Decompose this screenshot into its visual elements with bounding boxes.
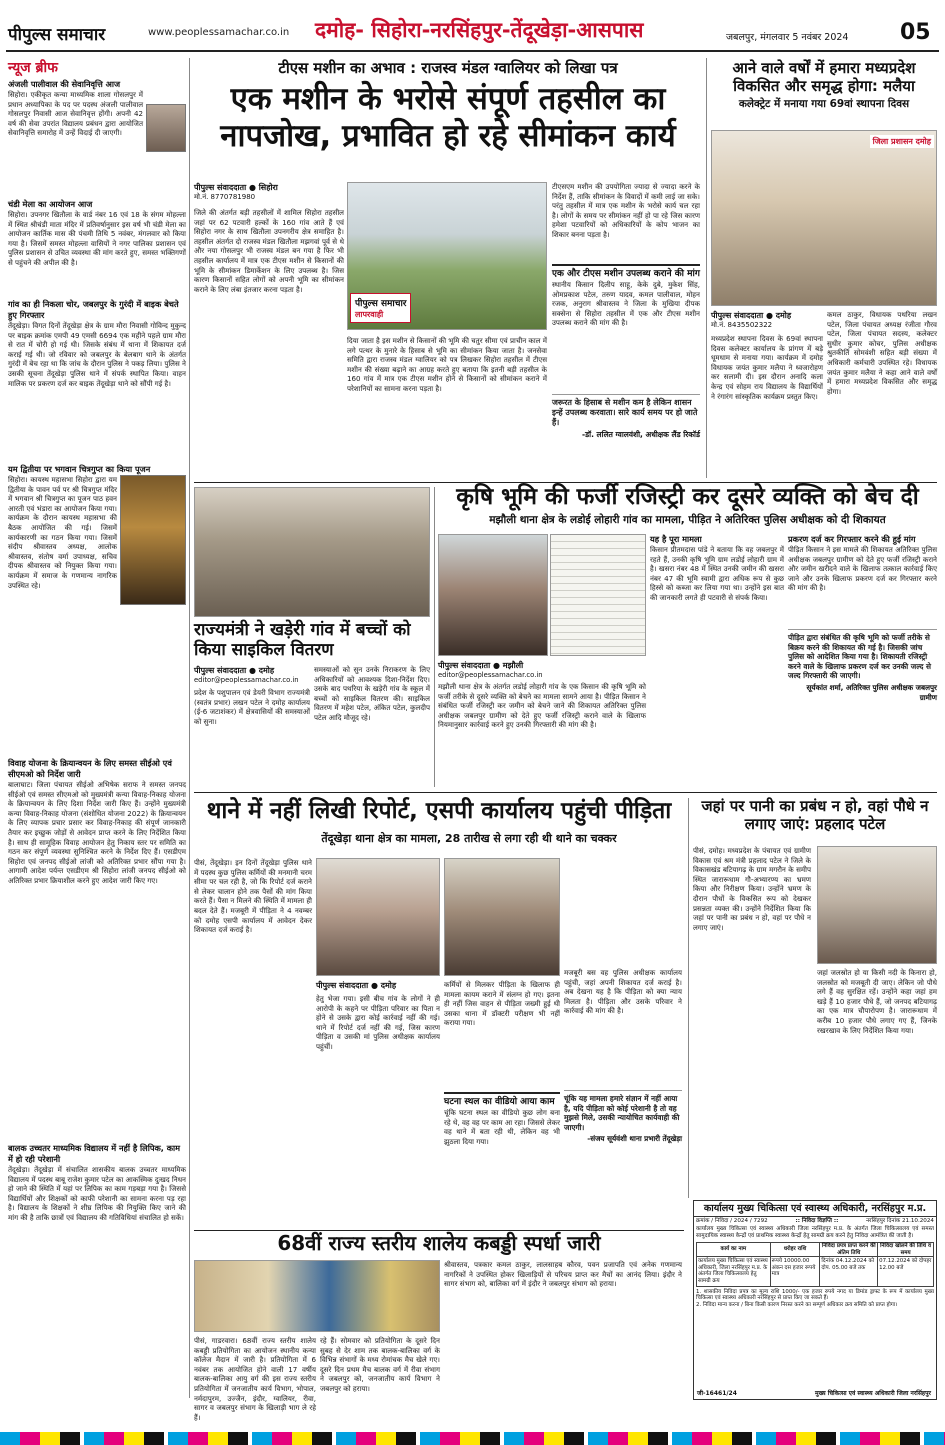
quote-text: पीड़ित द्वारा संबंधित की कृषि भूमि को फर्जी तरीके से बिक्रय करने की शिकायत की गई है। जिसकी जांच पुलिस को आदेशित किया गया है। शिकायती रजिस्ट्री करने वाले के खिलाफ प्रकरण दर्ज कर उनकी जल्द से जल्द गिरफ्तारी की जाएगी। [788, 633, 931, 681]
page-number: 05 [900, 20, 931, 45]
masthead [0, 0, 945, 52]
mobile-number: मो.नं. 8770781980 [194, 193, 256, 201]
section-rule [194, 792, 937, 793]
water-story [693, 798, 937, 1198]
victim-photo-2 [444, 858, 560, 976]
notice-code: जी-16461/24 [697, 1390, 737, 1397]
brief-title: गांव का ही निकला चोर, जबलपुर के गुरंदी में बाइक बेचते हुए गिरफ्तार [8, 299, 179, 320]
report-headline: थाने में नहीं लिखी रिपोर्ट, एसपी कार्यालय पहुंची पीड़िता [206, 798, 672, 824]
info-box-title: एक और टीएस मशीन उपलब्ध कराने की मांग [552, 269, 700, 279]
kabaddi-body-col3: श्रीवास्तव, पत्रकार कमल ठाकुर, लालसाहब कौरव, पवन प्रजापति एवं अनेक गणमान्य नागरिकों ने उपस्थित होकर खिलाड़ियों से परिचय प्राप्त कर मैचों का आनंद लिया। इंदौर ने सागर संभाग को, बालिका वर्ग में इंदौर ने जबलपुर संभाग को हराया। [444, 1260, 682, 1289]
lead-headline: एक मशीन के भरोसे संपूर्ण तहसील का नापजोख, प्रभावित हो रहे सीमांकन कार्य [220, 81, 676, 154]
quote-box [788, 629, 937, 703]
idol-photo [120, 475, 186, 605]
cycle-body-col2: समस्याओं को सुन उनके निराकरण के लिए अधिकारियों को आवश्यक दिशा-निर्देश दिए। उसके बाद पथरिया के खड़ेरी गांव के स्कूल में बच्चों को साइकिल वितरण की। साइकिल वितरण में महेश पटेल, अंकित पटेल, कुलदीप पटेल आदि मौजूद रहे। [314, 665, 430, 722]
water-body-col1: पीसं, दमोह। मध्यप्रदेश के पंचायत एवं ग्रामीण विकास एवं श्रम मंत्री प्रहलाद पटेल ने जिले के विकासखंड बटियागढ़ के ग्राम मगरौन के समीप स्थित जारारूधाम गौ-अभ्यारण्य का भ्रमण किया और निरीक्षण किया। उन्होंने भ्रमण के दौरान पौधों के विकसित रूप को देखकर प्रसन्नता व्यक्त की। उन्होंने निर्देशित किया कि जहां पर पानी का प्रबंध न हो, वहां पर पौधे न लगाए जाएं। [693, 846, 811, 932]
land-headline: कृषि भूमि की फर्जी रजिस्ट्री कर दूसरे व्यक्ति को बेच दी [456, 484, 919, 510]
brief-body: तेंदूखेड़ा। विगत दिनों तेंदूखेड़ा क्षेत्र के ग्राम मौरा निवासी गोविन्द मुकुन्द पर बाइक क्रमांक एमपी 49 एमसी 6694 एक महीने पहले ग्राम मौरा से रात में चोरी हो गई थी। जिसके संबंध में थाना में शिकायत दर्ज कराई गई थी। जो रविवार को जबलपुर के बेलबाग थाने के अंतर्गत गुरंदी में बेच रहा था कि जांच के दौरान पुलिस ने पकड़ लिया। पुलिस ने उसकी सूचना तेंदूखेड़ा पुलिस थाने में संपर्क स्थापित किया। वाहन मालिक पर प्रकरण दर्ज कर बाइक तेंदूखेड़ा थाने को सौंपी गई है। [8, 321, 186, 388]
info-box [444, 1092, 560, 1220]
news-brief-column [8, 58, 186, 1398]
banner-label: जिला प्रशासन दमोह [870, 135, 934, 148]
report-body-col3: कर्मियों से मिलकर पीड़िता के खिलाफ ही मामला कायम कराने में संलग्न हो गए। इतना ही नहीं जिस वाहन से पीड़िता जख्मी हुई थी उसका थाना में डॉक्टरी परीक्षण भी नहीं कराया गया। [444, 980, 560, 1028]
column-divider [434, 487, 435, 787]
column-divider [189, 58, 190, 1398]
photo-stamp-tag: लापरवाही [355, 310, 384, 319]
brief-body: बालाघाट। जिला पंचायत सीईओ अभिषेक सराफ ने समस्त जनपद सीईओ एवं समस्त सीएमओ को मुख्यमंत्री कन्या विवाह-निकाह योजना के क्रियान्वयन के लिए दिशा निर्देश जारी किए हैं। उन्होंने मुख्यमंत्री कन्या विवाह-निकाह योजना (संशोधित योजना 2022) के क्रियान्वयन के लिए व्यापक प्रचार प्रसार कर विवाह-निकाह की संपूर्ण जानकारी तैयार कर इच्छुक जोड़ों से आवेदन प्राप्त करने के लिए निर्देशित किया है। साथ ही सामूहिक विवाह आयोजन हेतु निकाय स्तर पर समिति का गठन कर संपूर्ण व्यवस्था सुनिश्चित करने के निर्देश दिए हैं। एसडीएम सिहोरा एवं जनपद सीईओ लांजी को अतिरिक्त प्रभार सौंपा गया है। आगामी आदेश पर्यन्त एसडीएम श्री सिहोरा लांजी जनपद सीईओ को अतिरिक्त प्रभार क्रियाशील करने हुए आदेश जारी किए गए। [8, 780, 186, 885]
info-box-title: घटना स्थल का वीडियो आया काम [444, 1097, 555, 1107]
water-body-col2: जहां जलस्रोत हो या किसी नदी के किनारा हो, जलस्रोत को मजबूती दी जाए। लेकिन जो पौधे लगे हैं वह सुरक्षित रहें। उन्होंने कहा जहां हम खड़े हैं 10 हजार पौधे हैं, जो जनपद बटियागढ़ का एक मात्र चौपारोपण है। जारारूधाम में करीब 10 हजार पौधे लगाए गए हैं, जिनके रखरखाव के लिए निर्देशित किया गया। [817, 968, 937, 1035]
report-body-col1: पीसं, तेंदूखेड़ा। इन दिनों तेंदूखेड़ा पुलिस थाने में पदस्थ कुछ पुलिस कर्मियों की मनमानी चरम सीमा पर चल रही है, जो कि रिपोर्ट दर्ज कराने से लेकर चालान होने तक पैसों की मांग किया करते हैं। पैसा न मिलने की स्थिति में मामला ही बदल देते हैं। मजबूरी में पीड़िता ने 4 नवम्बर को दमोह एसपी कार्यालय में आवेदन देकर शिकायत दर्ज कराई है। [194, 858, 312, 935]
cycle-story [194, 487, 430, 797]
lead-story [194, 58, 702, 480]
table-header-cell: निविदा प्रपत्र प्राप्त करने की अंतिम तिथि [820, 1243, 878, 1257]
table-cell: रूपये 10000.00 अंकन दस हजार रूपये मात्र [770, 1257, 820, 1286]
foundation-body-col1: मध्यप्रदेश स्थापना दिवस के 69वां स्थापना दिवस कलेक्टर कार्यालय के प्रांगण में बड़े धूमधाम से मनाया गया। कार्यक्रम में दमोह विधायक जयंत कुमार मलैया ने ध्वजारोहण कर सलामी दी। इस दौरान अनादि कला केन्द्र एवं सोहम राय विद्यालय के विद्यार्थियों ने रंगारंग सांस्कृतिक कार्यक्रम प्रस्तुत किए। [711, 334, 823, 401]
notice-title: :: निविदा विज्ञप्ति :: [795, 1218, 839, 1224]
notice-header: कार्यालय मुख्य चिकित्सा एवं स्वास्थ्य अधिकारी, नरसिंहपुर म.प्र. [694, 1201, 936, 1217]
notice-signatory: मुख्य चिकित्सा एवं स्वास्थ्य अधिकारी जिला नरसिंहपुर [815, 1389, 931, 1397]
ceremony-photo [711, 130, 937, 306]
photo-stamp [350, 293, 411, 323]
table-row [697, 1257, 934, 1286]
mobile-number: मो.नं. 8435502322 [711, 321, 773, 329]
brief-item [8, 199, 186, 296]
brief-title: चंडी मेला का आयोजन आज [8, 199, 93, 209]
photo-stamp-label: पीपुल्स समाचार [355, 299, 407, 309]
table-header-cell: कार्य का नाम [697, 1243, 771, 1257]
quote-text: चूंकि यह मामला हमारे संज्ञान में नहीं आया है, यदि पीड़िता को कोई परेशानी है तो वह मुझसे मिले, उसकी न्यायोचित कार्यवाही की जाएगी। [564, 1094, 680, 1132]
land-body-col1: मझौली थाना क्षेत्र के अंतर्गत लडोई लोहारी गांव के एक किसान की कृषि भूमि को फर्जी तरीके से दूसरे व्यक्ति को बेचने का मामला सामने आया है। पीड़ित किसान ने संबंधित फर्जी रजिस्ट्री कर जमीन को बेचने जाने की शिकायत अतिरिक्त पुलिस अधीक्षक जबलपुर ग्रामीण को देते हुए फर्जी रजिस्ट्री कराने वाले के खिलाफ नियमानुसार कार्रवाई करने हुए उनकी गिरफ्तारी की मांग की है। [438, 682, 646, 730]
lead-kicker: टीएस मशीन का अभाव : राजस्व मंडल ग्वालियर को लिखा पत्र [278, 59, 618, 77]
byline: पीपुल्स संवाददाता ● दमोह [194, 666, 275, 675]
cycle-headline: राज्यमंत्री ने खड़ेरी गांव में बच्चों को किया साइकिल वितरण [194, 620, 411, 661]
paper-logo: पीपुल्स समाचार [8, 25, 106, 45]
report-body-col2: हेतु भेजा गया। इसी बीच गांव के लोगों ने ही आरोपी के कहने पर पीड़िता परिवार का पिता न होने से उसके द्वारा कोई कार्रवाई नहीं की गई। थाने में रिपोर्ट दर्ज नहीं की गई, जिस कारण पीड़िता व उसकी मां पुलिस अधीक्षक कार्यालय पहुंचीं। [316, 994, 440, 1051]
brief-title: विवाह योजना के क्रियान्वयन के लिए समस्त सीईओ एवं सीएमओ को निर्देश जारी [8, 758, 172, 779]
quote-author: -डॉ. ललित ग्वालवंशी, अधीक्षक लैंड रिकॉर्ड [582, 430, 700, 439]
edition-title: दमोह- सिहोरा-नरसिंहपुर-तेंदूखेड़ा-आसपास [315, 18, 644, 42]
water-headline: जहां पर पानी का प्रबंध न हो, वहां पौधे न लगाए जाएं: प्रहलाद पटेल [701, 797, 929, 833]
column-divider [706, 58, 707, 478]
date-line: जबलपुर, मंगलवार 5 नवंबर 2024 [726, 32, 849, 43]
info-box-body: चूंकि घटना स्थल का वीडियो कुछ लोग बना रहे थे, वह वह पर काम आ रहा। जिससे लेकर वह थाने में बता रही थी, लेकिन वह भी झुठला दिया गया। [444, 1108, 560, 1146]
lead-body-col3: टीएसएम मशीन की उपयोगिता ज्यादा से ज्यादा करने के निर्देश हैं, ताकि सीमांकन के विवादों में कमी लाई जा सके। परंतु तहसील में मात्र एक मशीन के भरोसे कार्य चल रहा है। लोगों के समय पर सीमांकन नहीं हो पा रहे जिस कारण हमेशा पटवारियों को अधिकारियों के कोप भाजन का शिकार बनना पड़ता है। [552, 182, 700, 239]
report-subhead: तेंदूखेड़ा थाना क्षेत्र का मामला, 28 तारीख से लगा रही थी थाने का चक्कर [321, 832, 617, 846]
foundation-subhead: कलेक्ट्रेट में मनाया गया 69वां स्थापना दिवस [738, 98, 910, 111]
brief-item [8, 79, 186, 196]
notice-table [696, 1242, 934, 1287]
kabaddi-headline: 68वीं राज्य स्तरीय शालेय कबड्डी स्पर्धा जारी [277, 1231, 601, 1255]
table-header-cell: धरोहर राशि [770, 1243, 820, 1257]
masthead-rule [6, 50, 939, 52]
email-link[interactable]: editor@peoplessamachar.co.in [194, 676, 299, 684]
kabaddi-story [194, 1231, 684, 1422]
brief-body: सिहोरा। एकीकृत कन्या माध्यमिक शाला गोसलपुर में प्रधान अध्यापिका के पद पर पदस्थ अंजली पालीवाल गोसलपुर निवासी आज सेवानिवृत्त होंगी। अपनी 42 वर्ष की सेवा उपरांत विद्यालय प्रबंधन द्वारा आयोजित सेवानिवृत्ति समारोह में उन्हें विदाई दी जाएगी। [8, 90, 143, 138]
byline: पीपुल्स संवाददाता ● सिहोरा [194, 183, 278, 192]
foundation-day-story [711, 60, 937, 478]
brief-item [8, 299, 186, 461]
quote-box [552, 394, 700, 478]
notice-note: 1. शासकीय निविदा प्रपत्र का मूल्य राशि 1000/- एक हजार रुपये नगद या डिमांड ड्राफ्ट के रूप में कार्यालय मुख्य चिकित्सा एवं स्वास्थ्य अधिकारी नरसिंहपुर से प्राप्त किए जा सकते हैं। [696, 1288, 934, 1302]
brief-item [8, 758, 186, 1140]
info-box-body: स्थानीय किसान दिलीप साहू, केके दुबे, मुकेश सिंह, ओमप्रकाश पटेल, तरुण यादव, कमल पालीवाल, मोहन रजक, अनुराग श्रीवास्तव ने जिला के मुखिया दीपक सक्सेना से सिहोरा तहसील में एक और टीएस मशीन उपलब्ध कराने की मांग की है। [552, 280, 700, 328]
section-rule [194, 482, 937, 483]
report-body-col4: मजबूरी बस वह पुलिस अधीक्षक कार्यालय पहुंची, जहां अपनी शिकायत दर्ज कराई है। अब देखना यह है कि पीड़िता को क्या न्याय मिलता है। पीड़िता और उसके परिवार ने कार्रवाई की मांग की है। [564, 968, 682, 1016]
brief-item [8, 1143, 186, 1365]
notice-ref: क्रमांक / निविदा / 2024 / 7292 [696, 1218, 768, 1224]
land-body-col3: पीड़ित किसान ने इस मामले की शिकायत अतिरिक्त पुलिस अधीक्षक जबलपुर ग्रामीण को देते हुए फर्जी रजिस्ट्री कराने और जमीन खरीदने वाले के खिलाफ तत्काल कार्रवाई किए जाने और उनके खिलाफ प्रकरण दर्ज कर गिरफ्तार करने की मांग की है। [788, 545, 937, 593]
quote-author: सूर्यकांत शर्मा, अतिरिक्त पुलिस अधीक्षक जबलपुर ग्रामीण [806, 682, 937, 702]
table-cell: कार्यालय मुख्य चिकित्सा एवं स्वास्थ्य अधिकारी, जिला नरसिंहपुर म.प्र. के अंतर्गत जिला चिकित्सालय हेतु सामग्री क्रय [697, 1257, 771, 1286]
kabaddi-photo [194, 1260, 440, 1332]
notice-note: 2. निविदा मान्य करना / बिना किसी कारण निरस्त करने का सम्पूर्ण अधिकार क्रय समिति को प्राप्त होगा। [696, 1302, 898, 1309]
quote-author: -संजय सूर्यवंशी थाना प्रभारी तेंदूखेड़ा [587, 1134, 682, 1144]
byline: पीपुल्स संवाददाता ● मझौली [438, 661, 524, 670]
report-story [194, 798, 684, 1228]
notice-date: नरसिंहपुर दिनांक 21.10.2024 [866, 1218, 934, 1224]
tender-notice [693, 1200, 937, 1400]
table-cell: 07.12.2024 को दोपहर 12.00 बजे [878, 1257, 934, 1286]
land-story [438, 484, 937, 790]
quote-text: जरूरत के हिसाब से मशीन कम है लेकिन शासन इन्हें उपलब्ध करवाता। सारे कार्य समय पर हो जाते हैं। [552, 398, 698, 427]
cycle-body-col1: प्रदेश के पशुपालन एवं डेयरी विभाग राज्यमंत्री (स्वतंत्र प्रभार) लखन पटेल ने दमोह कार्यालय (ई-6 जटाशंकर) में क्षेत्रवासियों की समस्याओं को सुना। [194, 688, 310, 726]
notice-intro: कार्यालय मुख्य चिकित्सा एवं स्वास्थ्य अधिकारी जिला नरसिंहपुर म.प्र. के अंतर्गत जिला चिकित्सालय एवं समस्त सामुदायिक स्वास्थ्य केन्द्रों एवं प्राथमिक स्वास्थ्य केन्द्रों हेतु सामग्री क्रय करने हेतु निविदा आमंत्रित की जाती है। [696, 1226, 934, 1239]
land-subhead: मझौली थाना क्षेत्र के लडोई लोहारी गांव का मामला, पीड़ित ने अतिरिक्त पुलिस अधीक्षक को दी शिकायत [489, 514, 886, 527]
complainant-photo [438, 534, 548, 656]
website-link[interactable]: www.peoplessamachar.co.in [148, 27, 290, 38]
quote-box [564, 1090, 682, 1220]
info-box [552, 264, 700, 394]
brief-title: अंजली पालीवाल की सेवानिवृत्ति आज [8, 79, 121, 89]
table-header-cell: निविदा खोलने की तिथि व समय [878, 1243, 934, 1257]
table-header-row [697, 1243, 934, 1257]
lead-body-col2: दिया जाता है इस मशीन से किसानों की भूमि की चतुर सीमा एवं प्राचीन काल में लगे पत्थर के मुनारे के हिसाब से भूमि का सीमांकन किया जाता है। जनसेवा समिति द्वारा राजस्व मंडल ग्वालियर को पत्र लिखकर सिहोरा तहसील में टीएस मशीन की संख्या बढ़ाने का आग्रह करते हुए बताया कि इतनी बड़ी तहसील के 160 गांव में मात्र एक टीएस मशीन होने से किसानों को सीमांकन कराने में परेशानियों का सामना करना पड़ता है। [347, 336, 547, 393]
column-divider [688, 798, 689, 1198]
brief-header: न्यूज ब्रीफ [8, 60, 58, 76]
email-link[interactable]: editor@peoplessamachar.co.in [438, 671, 543, 679]
land-body-col2: किसान प्रीतमदास पांडे ने बताया कि वह जबलपुर में रहते हैं, उनकी कृषि भूमि ग्राम लडोई लोहारी ग्राम में है। खसरा नंबर 48 में स्थित उनकी जमीन की खसरा नंबर 47 की भूमि स्वामी द्वारा अधिक रूप से कुछ हिस्से को कब्जा कर लिया गया था। उन्होंने इस बात की जानकारी लगते ही पटवारी से संपर्क किया। [650, 545, 784, 602]
cycle-photo [194, 487, 430, 617]
victim-photo-1 [316, 858, 440, 976]
document-photo [550, 534, 646, 656]
brief-title: यम द्वितीया पर भगवान चित्रगुप्त का किया पूजन [8, 464, 151, 474]
brief-body: सिहोरा। कायस्थ महासभा सिहोरा द्वारा यम द्वितीया के पावन पर्व पर श्री चित्रगुप्त मंदिर में भगवान श्री चित्रगुप्त का पूजन पाठ हवन आरती एवं भंडारा का आयोजन किया गया। कार्यक्रम के दौरान कायस्थ महासभा की बैठक आयोजित की गई। जिसमें कार्यकारणी का गठन किया गया। जिसमें संदीप श्रीवास्तव अध्यक्ष, आलोक श्रीवास्तव, संतोष वर्मा उपाध्यक्ष, सचिव दीपक श्रीवास्तव को नियुक्त किया गया। कार्यक्रम में समाज के गणमान्य नागरिक उपस्थित रहे। [8, 475, 117, 590]
kabaddi-body-col1: पीसं, गाडरवारा। 68वीं राज्य स्तरीय शालेय कबड्डी प्रतियोगिता का आयोजन स्थानीय कन्या कॉलेज मैदान में जारी है। प्रतियोगिता में 6 नवंबर तक आयोजित होने वाली 17 वर्षीय बालक-बालिका आयु वर्ग की इस राज्य स्तरीय प्रतियोगिता में जनजातीय कार्य विभाग, भोपाल, नर्मदापुरम, उज्जैन, इंदौर, ग्वालियर, रीवा, सागर व जबलपुर संभाग के खिलाड़ी भाग ले रहे हैं। [194, 1336, 316, 1422]
brief-title: बालक उच्चतर माध्यमिक विद्यालय में नहीं है लिपिक, काम में हो रही परेशानी [8, 1143, 181, 1164]
brief-body: सिहोरा। उपनगर खितौला के वार्ड नंबर 16 एवं 18 के संगम मोहल्ला में स्थित श्रीचंडी माता मंदिर में प्रतिवर्षानुसार इस वर्ष भी चंडी मेला का आयोजन कार्तिक मास की पंचमी तिथि 5 नवंबर, मंगलवार को किया गया है। जिसमें समस्त मोहल्ला वासियों ने नगर पालिका प्रशासन एवं पुलिस प्रशासन से उचित व्यवस्था की मांग करते हुए, समस्त भक्तिगणों से पहुंचने की अपील की है। [8, 210, 186, 267]
lead-body-col1: जिले की अंतर्गत बड़ी तहसीलों में शामिल सिहोरा तहसील जहां पर 62 पटवारी हल्कों के 160 गांव आते हैं एवं सिहोरा नगर के साथ खितौला उपनगरीय क्षेत्र समाहित है। तहसील अंतर्गत दो राजस्व मंडल खितौला मझगवां पूर्व से थे और नया गोसलपुर भी राजस्व मंडल बन गया है फिर भी तहसील कार्यालय में मात्र एक टीएस मशीन से किसानों की भूमि के सीमांकन डिमार्केशन के लिए उपलब्ध है। जिस कारण किसानों सहित लोगों को अपनी भूमि का सीमांकन कराने के लिए लंबा इंतजार करना पड़ता है। [194, 208, 344, 294]
table-cell: दिनांक 04.12.2024 को दोप. 05.00 बजे तक [820, 1257, 878, 1286]
brief-item [8, 464, 186, 755]
land-section-title: प्रकरण दर्ज कर गिरफ्तार करने की हुई मांग [788, 534, 916, 544]
land-section-title: यह है पूरा मामला [650, 534, 702, 544]
portrait-photo [146, 104, 186, 152]
surveyor-photo [347, 182, 547, 330]
foundation-headline: आने वाले वर्षों में हमारा मध्यप्रदेश विकसित और समृद्ध होगा: मलैया [732, 59, 916, 95]
brief-body: तेंदूखेड़ा। तेंदूखेड़ा में संचालित शासकीय बालक उच्चतर माध्यमिक विद्यालय में पदस्थ बाबू राजेश कुमार पटेल का आकस्मिक दुःखद निधन हो जाने की स्थिति में यहां पर लिपिक का काम गड़बड़ा गया है। जिससे विद्यार्थियों और शिक्षकों को काफी परेशानी का सामना करना पड़ रहा है। विद्यालय के शिक्षकों ने शीघ्र लिपिक की नियुक्ति किए जाने की मांग की है ताकि छात्रों एवं विद्यालय की गतिविधियां संचालित हो सकें। [8, 1165, 186, 1222]
kabaddi-body-col2: रहे हैं। सोमवार को प्रतियोगिता के दूसरे दिन सुबह से देर शाम तक बालक-बालिका वर्ग के विभिन्न संभागों के मध्य रोमांचक मैच खेले गए। दूसरे दिन प्रथम मैच बालक वर्ग में रीवा संभाग ने जबलपुर को, जनजातीय कार्य विभाग ने जबलपुर को हराया। [320, 1336, 440, 1393]
byline: पीपुल्स संवाददाता ● दमोह [316, 981, 397, 990]
minister-photo [817, 846, 937, 964]
byline: पीपुल्स संवाददाता ● दमोह [711, 311, 792, 320]
foundation-body-col2: कमल ठाकुर, विधायक पथरिया लखन पटेल, जिला पंचायत अध्यक्ष रंजीता गौरव पटेल, जिला पंचायत सदस्य, कलेक्टर सुधीर कुमार कोचर, पुलिस अधीक्षक श्रुतकीर्ति सोमवंशी सहित बड़ी संख्या में अधिकारी कर्मचारी उपस्थित रहे। विधायक जयंत कुमार मलैया ने कहा आने वाले वर्षों में हमारा मध्यप्रदेश विकसित और समृद्ध होगा। [827, 310, 937, 396]
color-registration-strip [0, 1432, 945, 1445]
